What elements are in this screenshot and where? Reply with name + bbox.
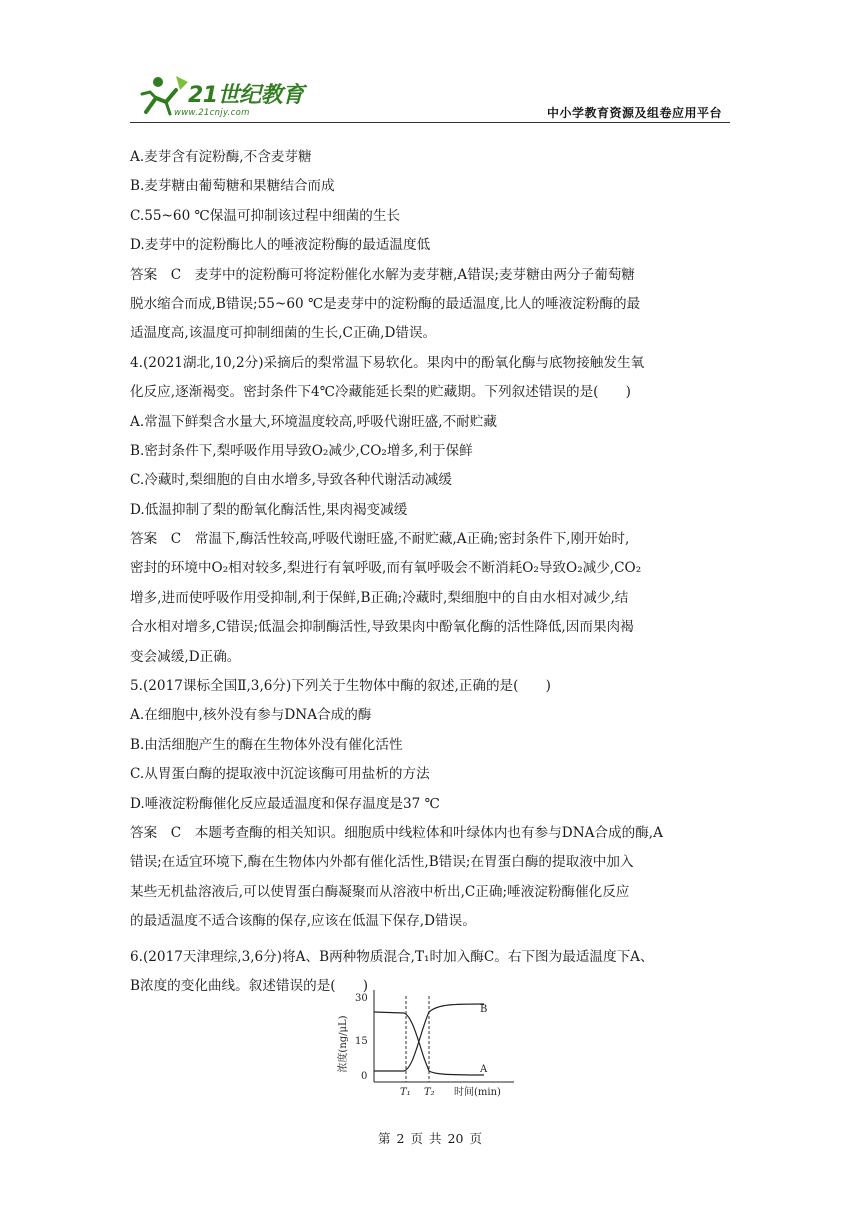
text-line: 密封的环境中O₂相对较多,梨进行有氧呼吸,而有氧呼吸会不断消耗O₂导致O₂减少,CO₂	[130, 560, 642, 577]
question-line: 5.(2017课标全国Ⅱ,3,6分)下列关于生物体中酶的叙述,正确的是( )	[130, 678, 551, 695]
concentration-figure	[334, 982, 524, 1102]
series-label-b: B	[480, 1004, 488, 1015]
page-footer: 第 2 页 共 20 页	[378, 1131, 482, 1146]
text-line: B浓度的变化曲线。叙述错误的是( )	[130, 977, 369, 994]
x-tick-label: T₂	[424, 1087, 435, 1098]
text-line: 增多,进而使呼吸作用受抑制,利于保鲜,B正确;冷藏时,梨细胞中的自由水相对减少,结	[130, 589, 629, 606]
question-line: 4.(2021湖北,10,2分)采摘后的梨常温下易软化。果肉中的酚氧化酶与底物接触发生氧	[130, 354, 645, 371]
text-line: 的最适温度不适合该酶的保存,应该在低温下保存,D错误。	[130, 913, 476, 930]
text-line: A.常温下鲜梨含水量大,环境温度较高,呼吸代谢旺盛,不耐贮藏	[130, 413, 497, 430]
document-body	[130, 143, 732, 1001]
question-line: 6.(2017天津理综,3,6分)将A、B两种物质混合,T₁时加入酶C。右下图为最适温度下A、	[130, 948, 654, 965]
y-tick-label: 15	[355, 1036, 368, 1047]
y-tick-label: 30	[355, 993, 368, 1004]
text-line: D.低温抑制了梨的酚氧化酶活性,果肉褐变减缓	[130, 501, 408, 518]
text-line: 合水相对增多,C错误;低温会抑制酶活性,导致果肉中酚氧化酶的活性降低,因而果肉褐	[130, 619, 634, 636]
x-tick-label: T₁	[400, 1087, 411, 1098]
text-line: 错误;在适宜环境下,酶在生物体内外都有催化活性,B错误;在胃蛋白酶的提取液中加入	[130, 854, 634, 871]
text-line: B.由活细胞产生的酶在生物体外没有催化活性	[130, 736, 403, 753]
y-tick-label: 0	[361, 1071, 368, 1082]
text-line: C.从胃蛋白酶的提取液中沉淀该酶可用盐析的方法	[130, 766, 430, 783]
header-rule	[130, 122, 730, 123]
text-line: 适温度高,该温度可抑制细菌的生长,C正确,D错误。	[130, 325, 437, 342]
text-line: A.在细胞中,核外没有参与DNA合成的酶	[130, 707, 372, 724]
y-axis-label: 浓度(ng/μL)	[338, 1015, 349, 1073]
text-line: D.麦芽中的淀粉酶比人的唾液淀粉酶的最适温度低	[130, 237, 431, 254]
total-pages: 20	[447, 1131, 464, 1146]
platform-name: 中小学教育资源及组卷应用平台	[546, 106, 722, 120]
current-page: 2	[396, 1131, 405, 1146]
logo-text: 21世纪教育	[188, 83, 304, 108]
answer-line: 答案 C 本题考查酶的相关知识。细胞质中线粒体和叶绿体内也有参与DNA合成的酶,A	[130, 824, 663, 841]
page-header	[130, 70, 730, 126]
text-line: D.唾液淀粉酶催化反应最适温度和保存温度是37 ℃	[130, 795, 440, 812]
text-line: 化反应,逐渐褐变。密封条件下4℃冷藏能延长梨的贮藏期。下列叙述错误的是( )	[130, 384, 631, 401]
text-line: B.麦芽糖由葡萄糖和果糖结合而成	[130, 178, 335, 195]
text-line: 某些无机盐溶液后,可以使胃蛋白酶凝聚而从溶液中析出,C正确;唾液淀粉酶催化反应	[130, 883, 630, 900]
text-line: 脱水缩合而成,B错误;55~60 ℃是麦芽中的淀粉酶的最适温度,比人的唾液淀粉酶的最	[130, 295, 641, 312]
text-line: 变会减缓,D正确。	[130, 648, 241, 665]
answer-line: 答案 C 麦芽中的淀粉酶可将淀粉催化水解为麦芽糖,A错误;麦芽糖由两分子葡萄糖	[130, 266, 635, 283]
text-line: B.密封条件下,梨呼吸作用导致O₂减少,CO₂增多,利于保鲜	[130, 442, 473, 459]
text-line: A.麦芽含有淀粉酶,不含麦芽糖	[130, 149, 312, 165]
answer-line: 答案 C 常温下,酶活性较高,呼吸代谢旺盛,不耐贮藏,A正确;密封条件下,刚开始时,	[130, 531, 630, 548]
x-axis-label: 时间(min)	[454, 1087, 501, 1098]
logo-url: www.21cnjy.com	[174, 108, 250, 118]
text-line: C.冷藏时,梨细胞的自由水增多,导致各种代谢活动减缓	[130, 472, 452, 489]
series-label-a: A	[480, 1064, 488, 1075]
text-line: C.55~60 ℃保温可抑制该过程中细菌的生长	[130, 207, 401, 224]
